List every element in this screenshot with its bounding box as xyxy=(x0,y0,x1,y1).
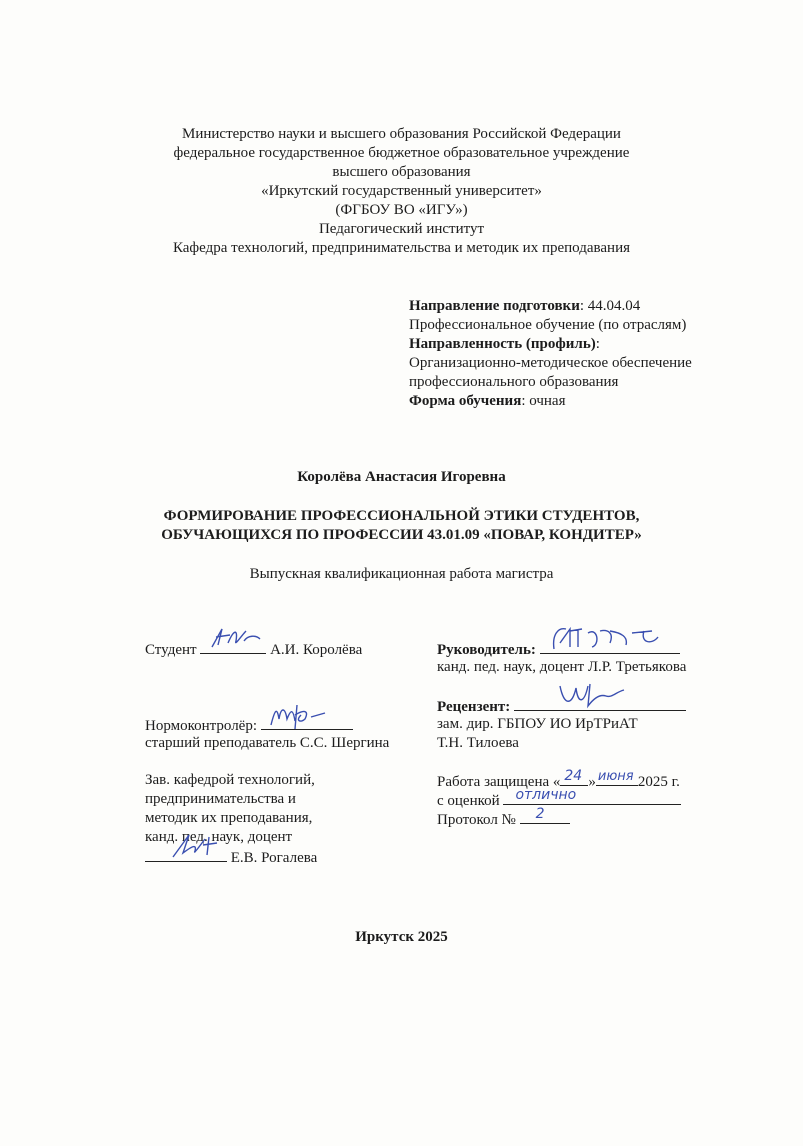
grade-label: с оценкой xyxy=(437,793,500,809)
university-name: «Иркутский государственный университет» xyxy=(261,183,542,199)
reviewer-signature-line xyxy=(514,696,686,711)
university-abbr: (ФГБОУ ВО «ИГУ») xyxy=(335,202,468,218)
thesis-title-line-1: ФОРМИРОВАНИЕ ПРОФЕССИОНАЛЬНОЙ ЭТИКИ СТУДЕНТОВ, xyxy=(163,508,640,524)
reviewer-line-1: зам. дир. ГБПОУ ИО ИрТРиАТ xyxy=(437,716,638,732)
head-line-4: канд. пед. наук, доцент xyxy=(145,829,293,845)
protocol-field xyxy=(520,806,570,824)
head-line-3: методик их преподавания, xyxy=(145,810,313,826)
direction-code: : 44.04.04 xyxy=(579,298,641,314)
profile-line xyxy=(409,335,692,354)
head-name: Е.В. Рогалева xyxy=(230,850,318,866)
work-type: Выпускная квалификационная работа магистра xyxy=(249,566,554,582)
grade-value: отлично xyxy=(515,787,577,803)
defense-day: 24 xyxy=(564,768,583,784)
student-label: Студент xyxy=(145,642,197,658)
head-line-2: предпринимательства и xyxy=(145,791,296,807)
student-signature-line xyxy=(200,639,266,654)
defense-month: июня xyxy=(597,769,634,784)
thesis-title-line-2: ОБУЧАЮЩИХСЯ ПО ПРОФЕССИИ 43.01.09 «ПОВАР, КОНДИТЕР» xyxy=(161,527,642,543)
head-signature-row xyxy=(145,847,317,868)
normcontrol-signature-line xyxy=(261,715,353,730)
profile-line-1: Организационно-методическое обеспечение xyxy=(409,355,692,371)
student-signature xyxy=(208,625,264,653)
normcontrol-line xyxy=(145,715,353,736)
profile-colon: : xyxy=(595,336,600,352)
profile-label: Направленность (профиль) xyxy=(409,336,596,352)
grade-field xyxy=(503,787,681,805)
normcontrol-name: старший преподаватель С.С. Шергина xyxy=(145,735,390,751)
reviewer-signature xyxy=(554,678,644,712)
form-value: : очная xyxy=(521,393,566,409)
program-info xyxy=(409,297,692,411)
form-line xyxy=(409,392,692,411)
defense-month-field xyxy=(596,771,638,786)
direction-line xyxy=(409,297,692,316)
form-label: Форма обучения xyxy=(409,393,522,409)
supervisor-signature-line xyxy=(540,639,680,654)
defense-year: 2025 г. xyxy=(637,774,680,790)
department-name: Кафедра технологий, предпринимательства и методик их преподавания xyxy=(172,240,631,256)
reviewer-line xyxy=(437,696,686,717)
supervisor-label: Руководитель: xyxy=(437,642,536,658)
direction-name: Профессиональное обучение (по отраслям) xyxy=(409,317,687,333)
profile-line-2: профессионального образования xyxy=(409,374,619,390)
supervisor-line xyxy=(437,639,680,660)
normcontrol-label: Нормоконтролёр: xyxy=(145,718,258,734)
supervisor-name: канд. пед. наук, доцент Л.Р. Третьякова xyxy=(437,659,687,675)
institute-name: Педагогический институт xyxy=(318,221,485,237)
institution-type-line: федеральное государственное бюджетное образовательное учреждение xyxy=(173,145,630,161)
ministry-line: Министерство науки и высшего образования Российской Федерации xyxy=(182,126,621,142)
protocol-line xyxy=(437,806,570,830)
grade-line xyxy=(437,787,681,811)
head-line-1: Зав. кафедрой технологий, xyxy=(145,772,315,788)
head-signature-line xyxy=(145,847,227,862)
city-year: Иркутск 2025 xyxy=(355,929,448,945)
defense-mid: » xyxy=(588,774,596,790)
student-name: А.И. Королёва xyxy=(270,642,363,658)
defense-day-field xyxy=(560,768,588,786)
defense-prefix: Работа защищена « xyxy=(437,774,561,790)
normcontrol-signature xyxy=(265,699,355,733)
protocol-number: 2 xyxy=(535,806,545,822)
head-of-department xyxy=(145,771,317,868)
reviewer-line-2: Т.Н. Тилоева xyxy=(437,735,519,751)
author-name: Королёва Анастасия Игоревна xyxy=(297,469,506,485)
direction-label: Направление подготовки xyxy=(409,298,580,314)
head-signature xyxy=(169,829,225,861)
supervisor-signature xyxy=(548,623,678,655)
protocol-label: Протокол № xyxy=(437,812,516,828)
reviewer-label: Рецензент: xyxy=(437,699,511,715)
education-level-line: высшего образования xyxy=(332,164,471,180)
student-line xyxy=(145,639,362,660)
